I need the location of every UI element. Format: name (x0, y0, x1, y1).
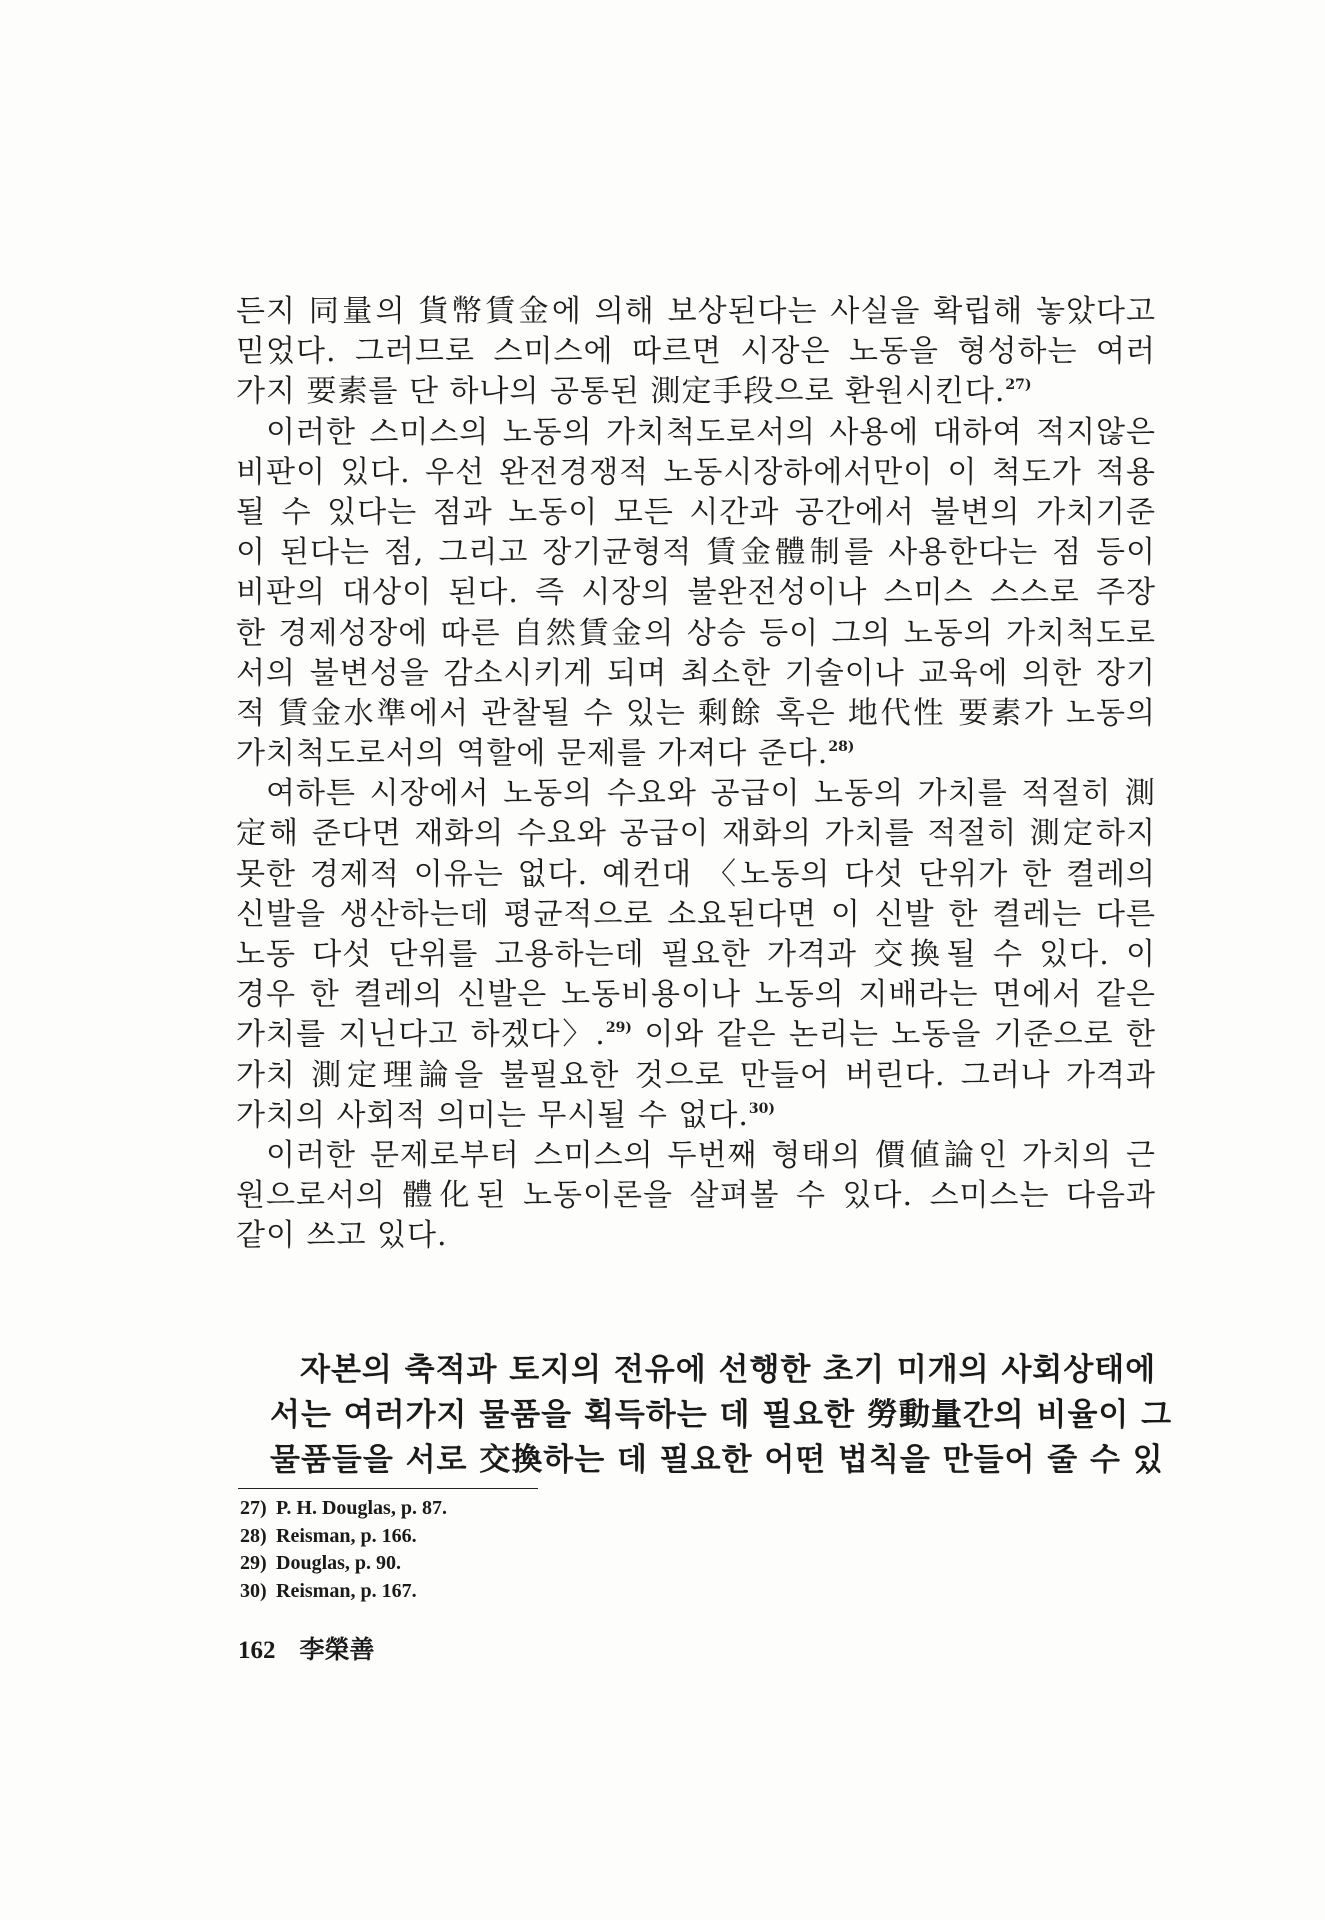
body-text (236, 292, 1156, 1257)
block-quote (270, 1348, 1173, 1483)
quote-line: 서는 여러가지 물품을 획득하는 데 필요한 勞動量간의 비율이 그 (270, 1397, 1173, 1433)
page-number: 162 (238, 1637, 276, 1664)
body-line: 비판의 대상이 된다. 즉 시장의 불완전성이나 스미스 스스로 주장 (236, 575, 1156, 611)
footnote-ref: 27) (1005, 377, 1032, 394)
body-line: 가지 要素를 단 하나의 공통된 測定手段으로 환원시킨다.$^{27)}$ (236, 374, 1032, 410)
footnote-ref: 30) (748, 1100, 776, 1117)
body-line: 이러한 스미스의 노동의 가치척도로서의 사용에 대하여 적지않은 (266, 414, 1156, 450)
body-line: 이 된다는 점, 그리고 장기균형적 賃金體制를 사용한다는 점 등이 (236, 535, 1156, 571)
body-line: 한 경제성장에 따른 自然賃金의 상승 등이 그의 노동의 가치척도로 (236, 615, 1157, 651)
body-line: 이러한 문제로부터 스미스의 두번째 형태의 價値論인 가치의 근 (266, 1137, 1156, 1173)
body-line: 경우 한 켤레의 신발은 노동비용이나 노동의 지배라는 면에서 같은 (236, 977, 1156, 1013)
footnote: 29) Douglas, p. 90. (240, 1552, 402, 1574)
quote-line: 자본의 축적과 토지의 전유에 선행한 초기 미개의 사회상태에 (300, 1352, 1157, 1388)
footnote-ref: 28) (828, 739, 855, 756)
body-line: 적 賃金水準에서 관찰될 수 있는 剩餘 혹은 地代性 要素가 노동의 (236, 695, 1156, 731)
body-line: 신발을 생산하는데 평균적으로 소요된다면 이 신발 한 켤레는 다른 (236, 896, 1156, 932)
body-line: 원으로서의 體化된 노동이론을 살펴볼 수 있다. 스미스는 다음과 (236, 1178, 1156, 1214)
footnote: 30) Reisman, p. 167. (240, 1579, 417, 1602)
body-line: 가치척도로서의 역할에 문제를 가져다 준다.$^{28)}$ (236, 736, 855, 772)
footnote-divider (238, 1488, 538, 1489)
body-line: 못한 경제적 이유는 없다. 예컨대 〈노동의 다섯 단위가 한 켤레의 (236, 856, 1156, 892)
body-line: 서의 불변성을 감소시키게 되며 최소한 기술이나 교육에 의한 장기 (236, 655, 1156, 691)
body-line: 같이 쓰고 있다. (236, 1218, 448, 1254)
body-line: 비판이 있다. 우선 완전경쟁적 노동시장하에서만이 이 척도가 적용 (236, 454, 1156, 490)
body-line: 가치를 지닌다고 하겠다〉.$^{29)}$ 이와 같은 논리는 노동을 기준으로 한 (236, 1017, 1156, 1053)
footnote: 28) Reisman, p. 166. (240, 1524, 417, 1547)
quote-line: 물품들을 서로 交換하는 데 필요한 어떤 법칙을 만들어 줄 수 있 (270, 1442, 1164, 1478)
body-line: 될 수 있다는 점과 노동이 모든 시간과 공간에서 불변의 가치기준 (236, 494, 1156, 530)
body-line: 定해 준다면 재화의 수요와 공급이 재화의 가치를 적절히 測定하지 (236, 816, 1156, 852)
body-line: 노동 다섯 단위를 고용하는데 필요한 가격과 交換될 수 있다. 이 (236, 937, 1156, 972)
footnotes (240, 1495, 447, 1605)
body-line: 든지 同量의 貨幣賃金에 의해 보상된다는 사실을 확립해 놓았다고 (236, 294, 1156, 329)
page-folio (238, 1630, 375, 1666)
footnote-ref: 29) (605, 1020, 632, 1037)
running-author: 李榮善 (299, 1637, 375, 1664)
body-line: 여하튼 시장에서 노동의 수요와 공급이 노동의 가치를 적절히 測 (266, 776, 1156, 812)
body-line: 믿었다. 그러므로 스미스에 따르면 시장은 노동을 형성하는 여러 (236, 334, 1156, 370)
body-line: 가치 測定理論을 불필요한 것으로 만들어 버린다. 그러나 가격과 (236, 1057, 1156, 1093)
footnote: 27) P. H. Douglas, p. 87. (240, 1497, 447, 1519)
body-line: 가치의 사회적 의미는 무시될 수 없다.$^{30)}$ (236, 1097, 776, 1133)
